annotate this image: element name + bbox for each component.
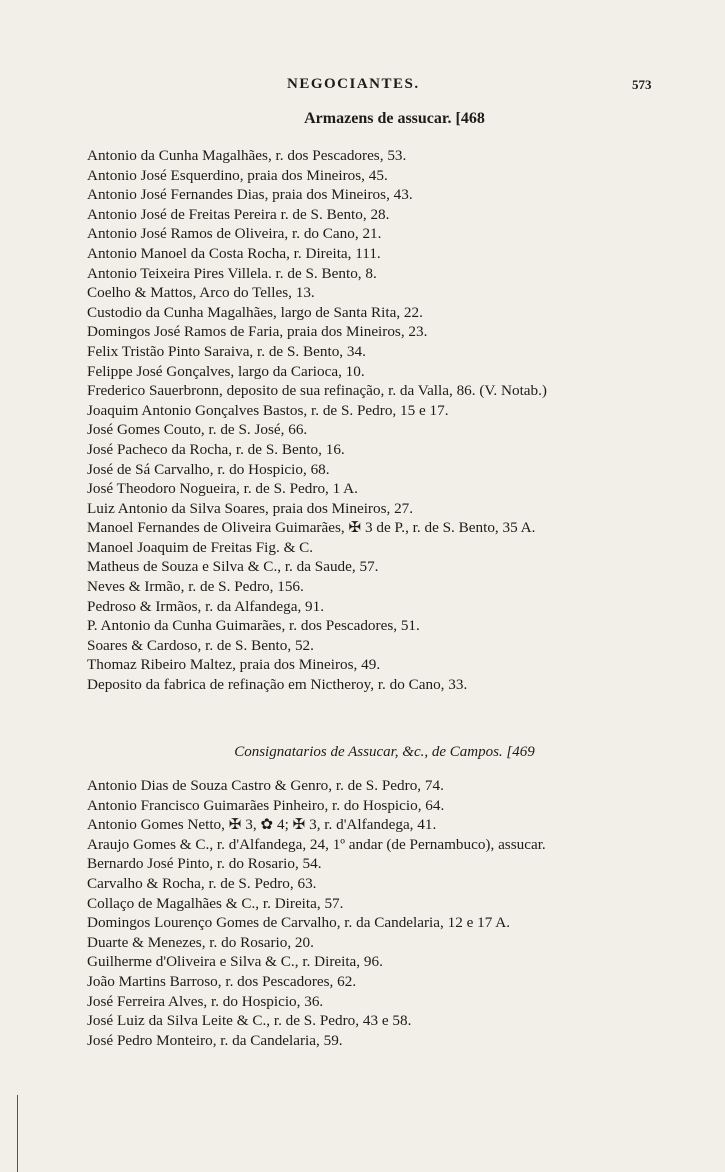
page-number: 573 [632,77,652,92]
directory-entry: João Martins Barroso, r. dos Pescadores, 62. [87,972,357,990]
running-title: NEGOCIANTES. [287,76,420,92]
directory-entry: Coelho & Mattos, Arco do Telles, 13. [87,284,315,302]
directory-entry: Joaquim Antonio Gonçalves Bastos, r. de S. Pedro, 15 e 17. [87,401,449,419]
directory-entry: Domingos José Ramos de Faria, praia dos Mineiros, 23. [87,323,428,341]
directory-entry: José Pacheco da Rocha, r. de S. Bento, 16. [87,440,345,458]
entry-list-armazens [87,146,667,695]
directory-entry: José Ferreira Alves, r. do Hospicio, 36. [87,992,324,1010]
entry-list-consignatarios [87,776,667,1050]
section-title-consignatarios: Consignatarios de Assucar, &c., de Campos. [469 [234,744,535,760]
directory-entry: Antonio Francisco Guimarães Pinheiro, r. do Hospicio, 64. [87,796,445,814]
directory-entry: Manoel Fernandes de Oliveira Guimarães, ✠ 3 de P., r. de S. Bento, 35 A. [87,519,536,537]
directory-entry: Guilherme d'Oliveira e Silva & C., r. Direita, 96. [87,953,383,971]
directory-entry: José Luiz da Silva Leite & C., r. de S. Pedro, 43 e 58. [87,1012,412,1030]
directory-entry: Frederico Sauerbronn, deposito de sua refinação, r. da Valla, 86. (V. Notab.) [87,382,547,400]
directory-entry: Antonio Gomes Netto, ✠ 3, ✿ 4; ✠ 3, r. d'Alfandega, 41. [87,816,437,834]
directory-entry: Felippe José Gonçalves, largo da Carioca, 10. [87,362,365,380]
directory-entry: Matheus de Souza e Silva & C., r. da Saude, 57. [87,558,379,576]
directory-entry: Collaço de Magalhães & C., r. Direita, 57. [87,894,344,912]
directory-entry: José Gomes Couto, r. de S. José, 66. [87,421,308,439]
directory-entry: Antonio Teixeira Pires Villela. r. de S. Bento, 8. [87,264,377,282]
directory-entry: José Pedro Monteiro, r. da Candelaria, 59. [87,1031,343,1049]
directory-entry: Neves & Irmão, r. de S. Pedro, 156. [87,578,304,596]
directory-entry: Custodio da Cunha Magalhães, largo de Santa Rita, 22. [87,303,423,321]
running-head [0,76,725,100]
directory-entry: Pedroso & Irmãos, r. da Alfandega, 91. [87,597,325,615]
directory-entry: Thomaz Ribeiro Maltez, praia dos Mineiros, 49. [87,656,381,674]
directory-entry: Luiz Antonio da Silva Soares, praia dos Mineiros, 27. [87,499,414,517]
margin-rule [17,1095,18,1172]
section-title-armazens: Armazens de assucar. [468 [304,110,485,127]
directory-entry: Deposito da fabrica de refinação em Nictheroy, r. do Cano, 33. [87,676,468,694]
directory-entry: Antonio Dias de Souza Castro & Genro, r. de S. Pedro, 74. [87,777,444,794]
directory-entry: Manoel Joaquim de Freitas Fig. & C. [87,538,314,556]
directory-entry: Araujo Gomes & C., r. d'Alfandega, 24, 1º andar (de Pernambuco), assucar. [87,835,546,853]
directory-entry: Carvalho & Rocha, r. de S. Pedro, 63. [87,874,317,892]
directory-entry: Antonio José Esquerdino, praia dos Mineiros, 45. [87,166,388,184]
directory-entry: Antonio José Fernandes Dias, praia dos Mineiros, 43. [87,186,413,204]
directory-entry: Duarte & Menezes, r. do Rosario, 20. [87,933,314,951]
directory-entry: José de Sá Carvalho, r. do Hospicio, 68. [87,460,330,478]
directory-entry: Antonio da Cunha Magalhães, r. dos Pescadores, 53. [87,147,407,164]
directory-entry: Antonio Manoel da Costa Rocha, r. Direita, 111. [87,244,381,262]
directory-entry: Antonio José Ramos de Oliveira, r. do Cano, 21. [87,225,382,243]
directory-entry: Bernardo José Pinto, r. do Rosario, 54. [87,855,322,873]
directory-entry: Felix Tristão Pinto Saraiva, r. de S. Bento, 34. [87,342,366,360]
directory-entry: P. Antonio da Cunha Guimarães, r. dos Pescadores, 51. [87,617,420,635]
directory-entry: Antonio José de Freitas Pereira r. de S. Bento, 28. [87,205,390,223]
directory-entry: José Theodoro Nogueira, r. de S. Pedro, 1 A. [87,480,358,498]
directory-entry: Domingos Lourenço Gomes de Carvalho, r. da Candelaria, 12 e 17 A. [87,914,511,932]
directory-entry: Soares & Cardoso, r. de S. Bento, 52. [87,636,314,654]
